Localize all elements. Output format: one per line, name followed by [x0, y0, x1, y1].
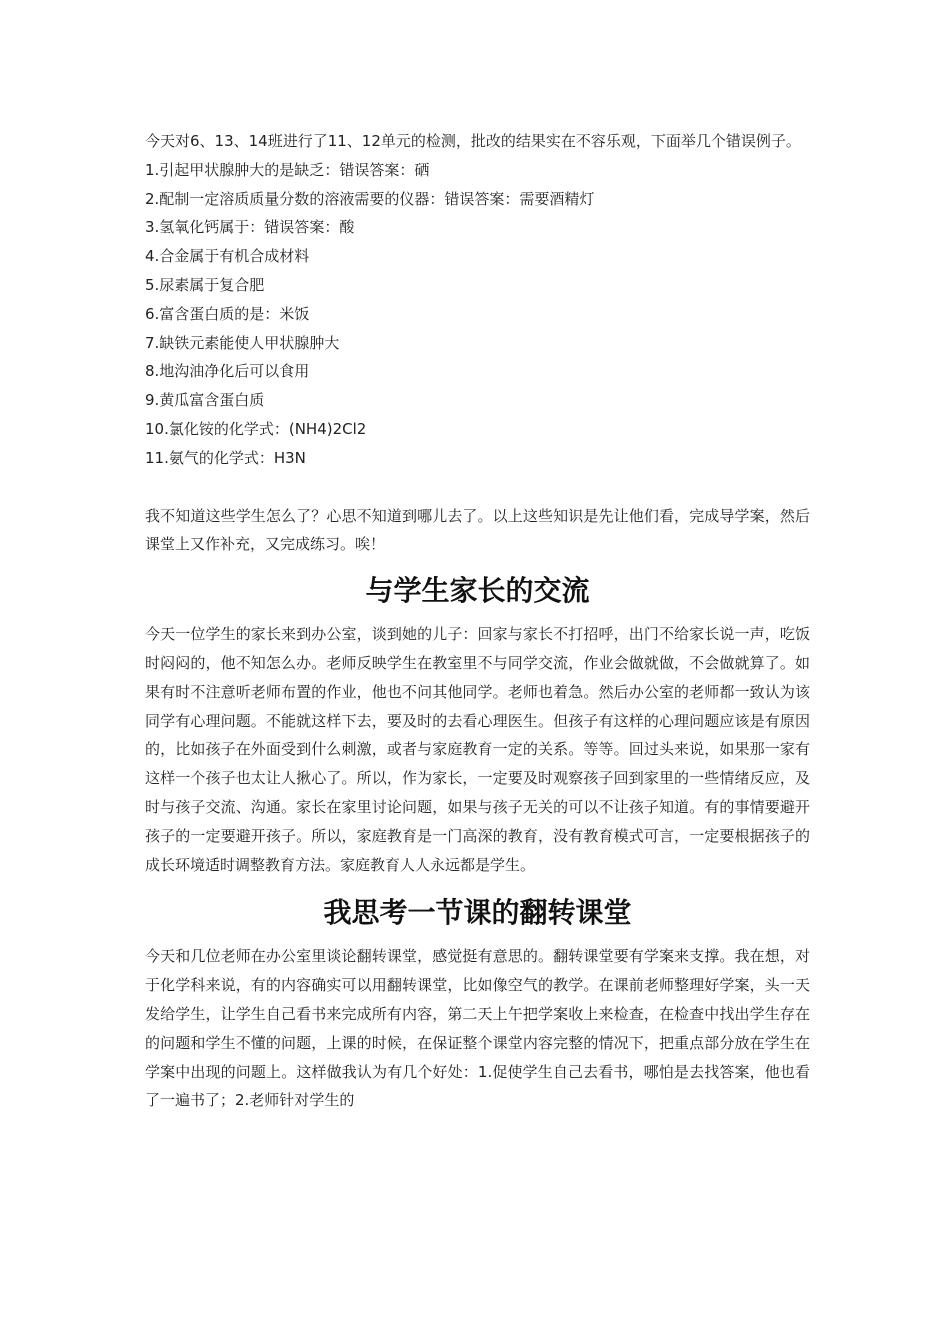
list-item: 4.合金属于有机合成材料 — [145, 247, 310, 266]
blank-line — [145, 473, 810, 502]
list-item: 11.氨气的化学式：H3N — [145, 448, 306, 467]
reflection-paragraph: 我不知道这些学生怎么了？心思不知道到哪儿去了。以上这些知识是先让他们看，完成导学案，然后课堂上又作补充，又完成练习。唉！ — [145, 506, 810, 554]
list-item: 8.地沟油净化后可以食用 — [145, 362, 310, 381]
list-item: 3.氢氧化钙属于：错误答案：酸 — [145, 218, 355, 237]
list-item: 9.黄瓜富含蛋白质 — [145, 391, 265, 410]
section-heading-flipped-classroom: 我思考一节课的翻转课堂 — [323, 896, 632, 930]
intro-paragraph: 今天对6、13、14班进行了11、12单元的检测，批改的结果实在不容乐观，下面举几个错误例子。 — [145, 132, 801, 150]
section-heading-parent-communication: 与学生家长的交流 — [365, 574, 590, 608]
section-body-flipped-classroom: 今天和几位老师在办公室里谈论翻转课堂，感觉挺有意思的。翻转课堂要有学案来支撑。我在想，对于化学科来说，有的内容确实可以用翻转课堂，比如像空气的教学。在课前老师整理好学案，头一天发给学生，让学生自己看书来完成所有内容，第二天上午把学案收上来检查，在检查中找出学生存在的问题和学生不懂的问题，上课的时候，在保证整个课堂内容完整的情况下，把重点部分放在学生在学案中出现的问题上。这样做我认为有几个好处：1.促使学生自己去看书，哪怕是去找答案，他也看了一遍书了；2.老师针对学生的 — [145, 947, 810, 1110]
list-item: 10.氯化铵的化学式：(NH4)2Cl2 — [145, 419, 367, 438]
list-item: 1.引起甲状腺肿大的是缺乏：错误答案：硒 — [145, 160, 430, 179]
list-item: 5.尿素属于复合肥 — [145, 275, 265, 294]
list-item: 2.配制一定溶质质量分数的溶液需要的仪器：错误答案：需要酒精灯 — [145, 189, 595, 208]
document-page — [145, 127, 810, 1115]
error-list — [145, 156, 810, 473]
list-item: 7.缺铁元素能使人甲状腺肿大 — [145, 333, 340, 352]
section-body-parent-communication: 今天一位学生的家长来到办公室，谈到她的儿子：回家与家长不打招呼，出门不给家长说一声，吃饭时闷闷的，他不知怎么办。老师反映学生在教室里不与同学交流，作业会做就做，不会做就算了。如果有时不注意听老师布置的作业，他也不问其他同学。老师也着急。然后办公室的老师都一致认为该同学有心理问题。不能就这样下去，要及时的去看心理医生。但孩子有这样的心理问题应该是有原因的，比如孩子在外面受到什么刺激，或者与家庭教育一定的关系。等等。回过头来说，如果那一家有这样一个孩子也太让人揪心了。所以，作为家长，一定要及时观察孩子回到家里的一些情绪反应，及时与孩子交流、沟通。家长在家里讨论问题，如果与孩子无关的可以不让孩子知道。有的事情要避开孩子的一定要避开孩子。所以，家庭教育是一门高深的教育，没有教育模式可言，一定要根据孩子的成长环境适时调整教育方法。家庭教育人人永远都是学生。 — [145, 625, 810, 874]
list-item: 6.富含蛋白质的是：米饭 — [145, 304, 310, 323]
